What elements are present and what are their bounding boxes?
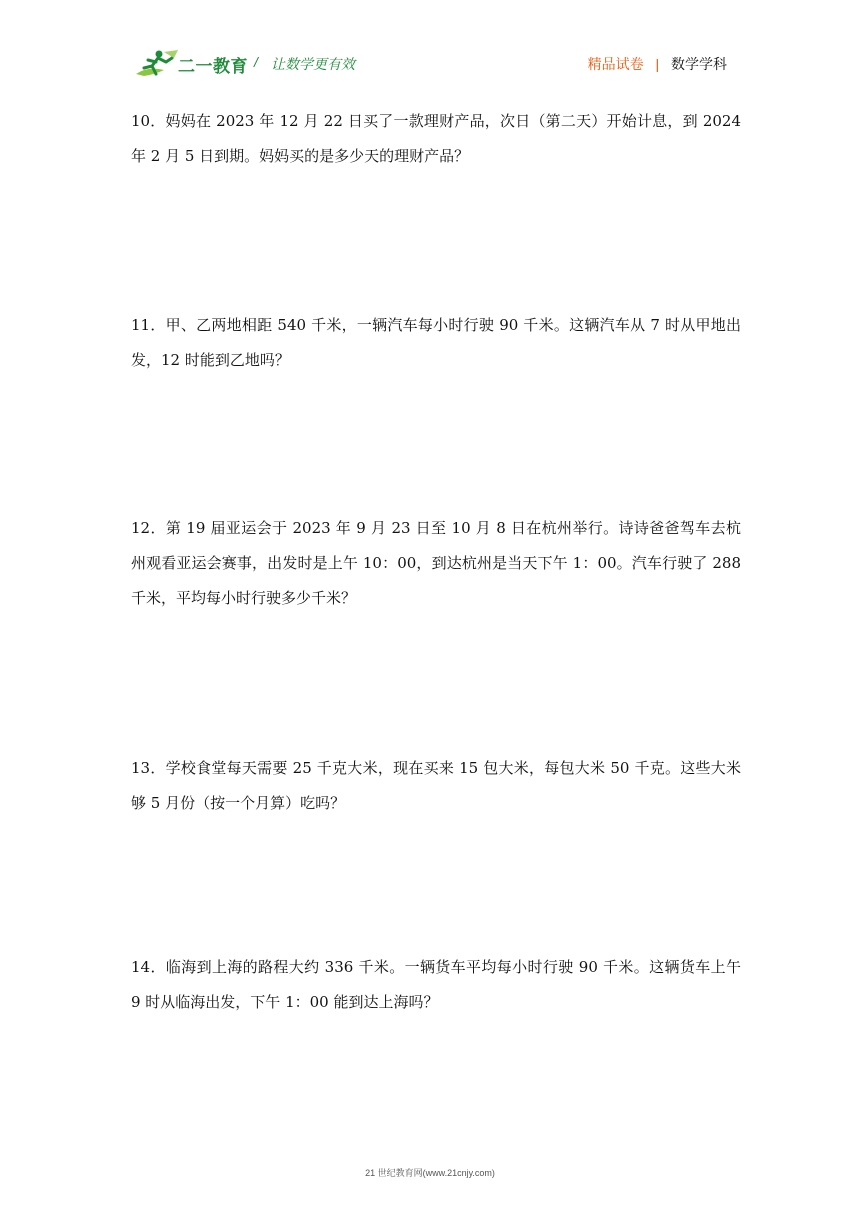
question-10: 10．妈妈在 2023 年 12 月 22 日买了一款理财产品，次日（第二天）开始计息，到 2024 年 2 月 5 日到期。妈妈买的是多少天的理财产品？ [131, 112, 741, 165]
subject-label: 数学学科 [671, 56, 727, 72]
header-divider: | [655, 56, 660, 72]
paper-tag: 精品试卷 [587, 56, 644, 72]
question-14: 14．临海到上海的路程大约 336 千米。一辆货车平均每小时行驶 90 千米。这辆货车上午 9 时从临海出发，下午 1：00 能到达上海吗？ [131, 958, 741, 1011]
question-11: 11．甲、乙两地相距 540 千米，一辆汽车每小时行驶 90 千米。这辆汽车从 7 时从甲地出发，12 时能到乙地吗？ [131, 316, 741, 369]
brand-name: 二一教育 [178, 57, 248, 76]
running-man-logo-icon [134, 48, 182, 80]
page-footer: 21 世纪教育网(www.21cnjy.com) [365, 1168, 495, 1178]
page-header [0, 0, 860, 88]
question-12: 12．第 19 届亚运会于 2023 年 9 月 23 日至 10 月 8 日在杭州举行。诗诗爸爸驾车去杭州观看亚运会赛事，出发时是上午 10：00，到达杭州是当天下午 1：00。汽车行驶了 288 千米，平均每小时行驶多少千米？ [131, 519, 741, 607]
slogan: 让数学更有效 [271, 56, 355, 72]
header-right [588, 54, 727, 74]
slogan-separator: / [254, 54, 258, 70]
question-13: 13．学校食堂每天需要 25 千克大米，现在买来 15 包大米，每包大米 50 千克。这些大米够 5 月份（按一个月算）吃吗？ [131, 759, 741, 812]
